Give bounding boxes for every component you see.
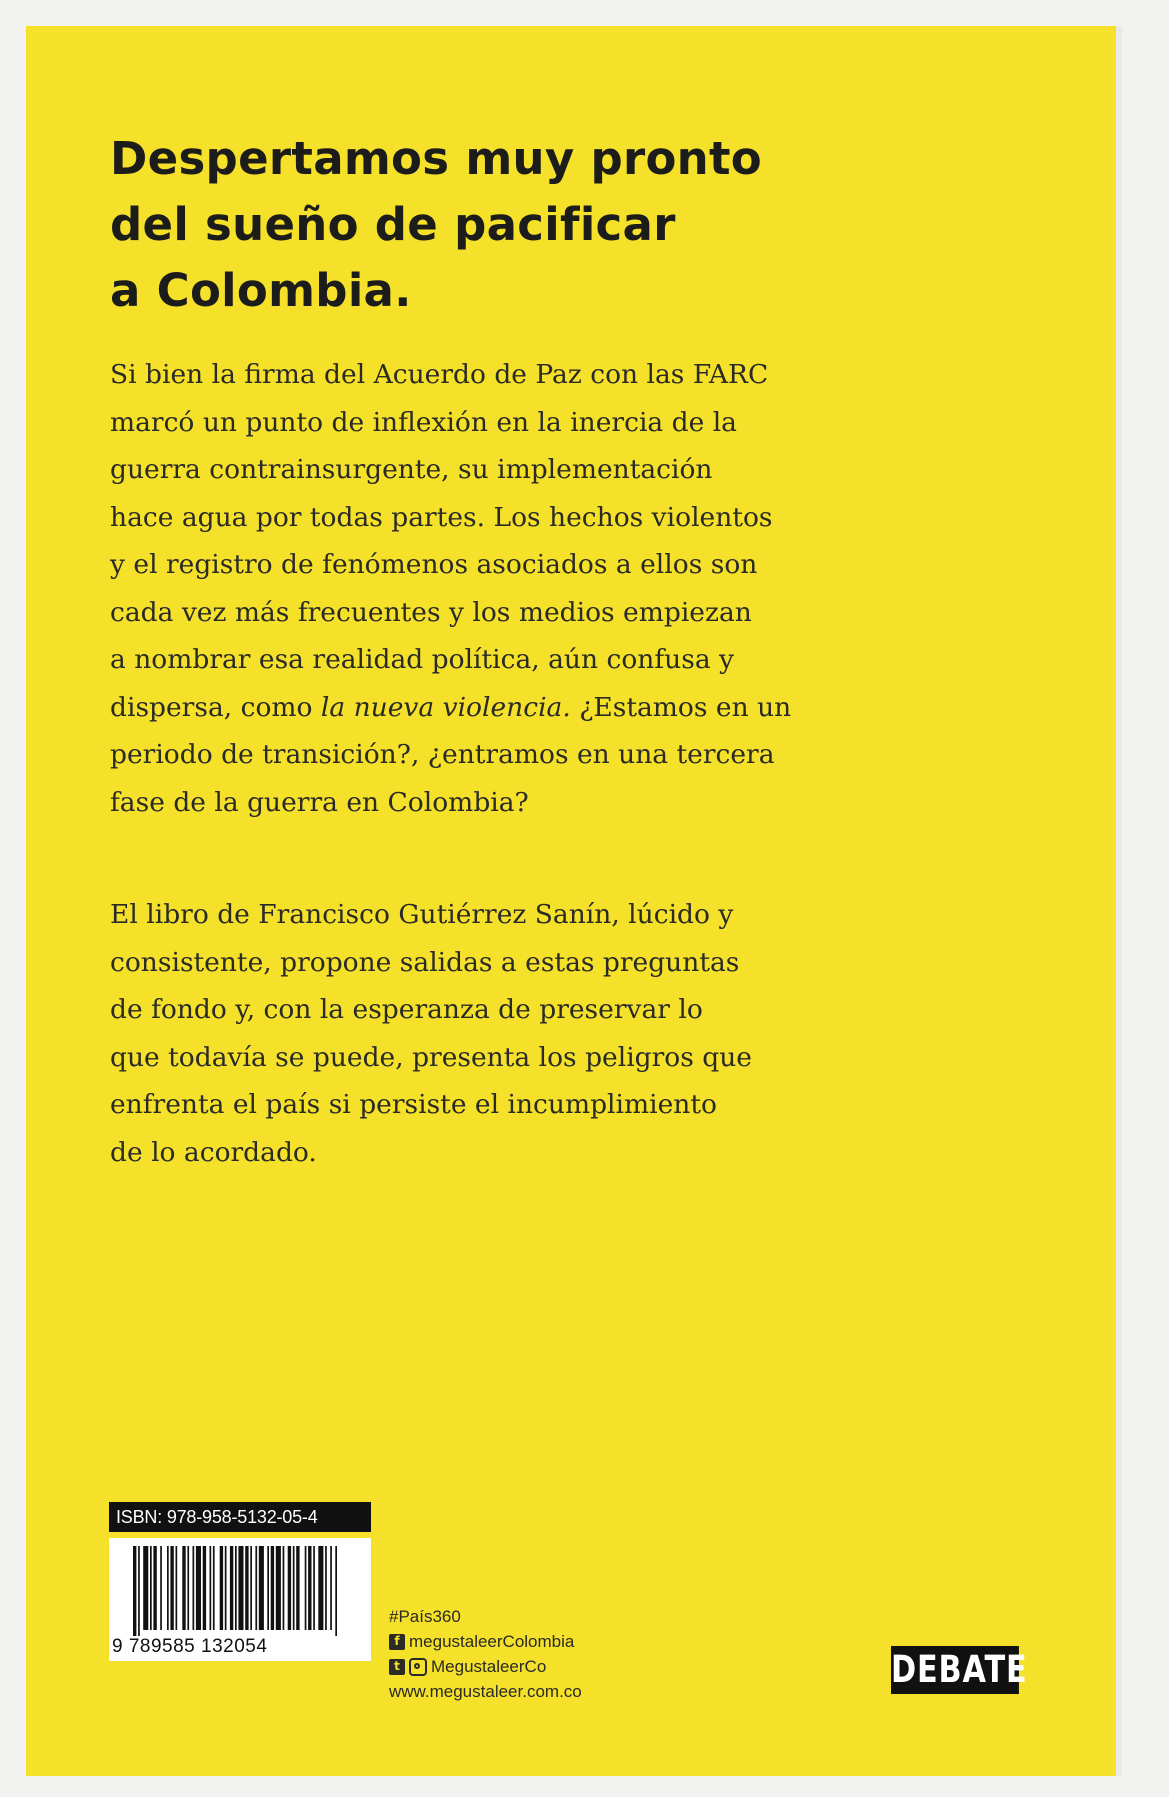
back-cover — [26, 26, 1122, 1776]
hashtag: #País360 — [389, 1607, 461, 1626]
text-line: hace agua por todas partes. Los hechos violentos — [110, 501, 773, 533]
headline-line: Despertamos muy pronto — [110, 132, 763, 185]
text-line: de fondo y, con la esperanza de preservar lo — [110, 994, 703, 1025]
text-line: a nombrar esa realidad política, aún confusa y — [110, 644, 735, 675]
text-line: fase de la guerra en Colombia? — [110, 786, 529, 818]
text-line: guerra contrainsurgente, su implementación — [110, 454, 713, 485]
barcode-bar — [250, 1546, 252, 1630]
barcode-bar — [213, 1546, 215, 1630]
text-line: Si bien la firma del Acuerdo de Paz con las FARC — [110, 359, 769, 390]
synopsis-paragraph-2 — [110, 891, 1010, 1176]
barcode-bar — [335, 1546, 337, 1636]
barcode-bars-icon — [109, 1538, 371, 1638]
farc-abbreviation: FARC — [692, 359, 769, 390]
facebook-row — [389, 1629, 582, 1654]
barcode-bar — [296, 1546, 299, 1630]
headline-line: a Colombia. — [110, 264, 412, 317]
barcode-bar — [318, 1546, 323, 1630]
facebook-icon: f — [389, 1634, 405, 1650]
barcode-digits: 9 789585 132054 — [112, 1636, 268, 1657]
synopsis-paragraph-1 — [110, 351, 1010, 826]
barcode-bar — [143, 1546, 148, 1630]
barcode-bar — [259, 1546, 264, 1630]
website: www.megustaleer.com.co — [389, 1682, 582, 1701]
barcode-bar — [153, 1546, 156, 1630]
barcode-bar — [293, 1546, 295, 1630]
barcode-bar — [288, 1546, 291, 1630]
barcode-bar — [196, 1546, 201, 1630]
text-line: de lo acordado. — [110, 1136, 317, 1168]
barcode-bar — [138, 1546, 140, 1636]
facebook-handle: megustaleerColombia — [409, 1632, 575, 1651]
barcode-bar — [230, 1546, 233, 1630]
barcode-bar — [267, 1546, 269, 1630]
barcode-bar — [160, 1546, 162, 1630]
barcode-bar — [276, 1546, 281, 1630]
barcode-bar — [308, 1546, 311, 1630]
barcode-bar — [238, 1546, 243, 1630]
twitter-instagram-handle: MegustaleerCo — [431, 1657, 547, 1676]
barcode-bar — [187, 1546, 189, 1630]
text-line: enfrenta el país si persiste el incumplimiento — [110, 1089, 717, 1120]
text-line: El libro de Francisco Gutiérrez Sanín, lúcido y — [110, 899, 734, 930]
twitter-instagram-row — [389, 1654, 582, 1679]
barcode-bar — [150, 1546, 152, 1630]
isbn-label: ISBN: 978-958-5132-05-4 — [109, 1502, 371, 1532]
headline-line: del sueño de pacificar — [110, 198, 676, 251]
barcode-bar — [283, 1546, 285, 1630]
text-line: y el registro de fenómenos asociados a ellos son — [110, 549, 758, 580]
italic-phrase: la nueva violencia. — [320, 691, 571, 723]
text-line: periodo de transición?, ¿entramos en una tercera — [110, 739, 775, 770]
barcode-bar — [245, 1546, 248, 1630]
barcode-bar — [182, 1546, 185, 1630]
barcode-bar — [167, 1546, 169, 1630]
barcode-bar — [305, 1546, 307, 1630]
debate-publisher-logo: DEBATE — [891, 1646, 1019, 1694]
twitter-icon: t — [389, 1659, 405, 1675]
barcode-bar — [193, 1546, 195, 1630]
barcode — [109, 1538, 371, 1661]
text-line: dispersa, como la nueva violencia. ¿Estamos en un — [110, 691, 792, 723]
barcode-bar — [225, 1546, 227, 1630]
barcode-bar — [203, 1546, 206, 1630]
text-line: marcó un punto de inflexión en la inercia de la — [110, 406, 737, 438]
headline — [110, 126, 1010, 324]
text-line: cada vez más frecuentes y los medios empiezan — [110, 596, 752, 628]
barcode-bar — [210, 1546, 212, 1630]
text-line: que todavía se puede, presenta los peligros que — [110, 1041, 752, 1073]
barcode-bar — [330, 1546, 332, 1630]
barcode-bar — [176, 1546, 178, 1630]
social-links — [389, 1604, 582, 1704]
barcode-bar — [255, 1546, 257, 1630]
text-line: consistente, propone salidas a estas preguntas — [110, 946, 740, 978]
barcode-bar — [325, 1546, 327, 1630]
barcode-bar — [170, 1546, 173, 1630]
barcode-bar — [313, 1546, 315, 1630]
instagram-icon — [409, 1658, 427, 1676]
barcode-bar — [271, 1546, 274, 1630]
barcode-bar — [133, 1546, 136, 1636]
barcode-bar — [235, 1546, 237, 1630]
barcode-bar — [220, 1546, 223, 1630]
